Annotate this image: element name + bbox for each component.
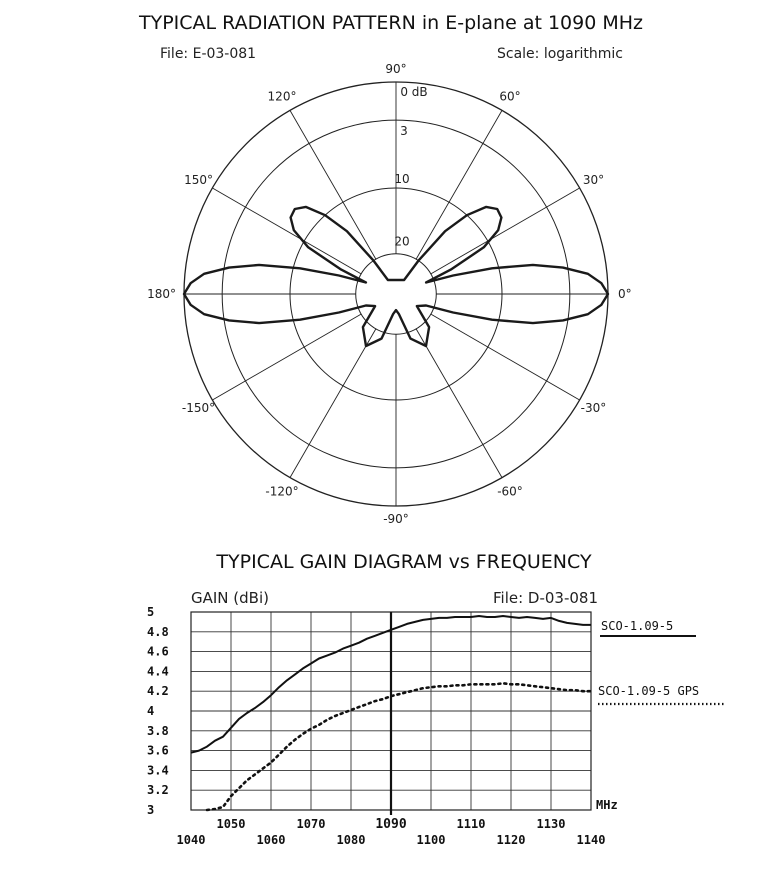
gain-ytick-label: 3.6 xyxy=(147,743,169,758)
series-line-sco-1-09-5-gps xyxy=(207,683,591,810)
polar-spoke xyxy=(416,110,502,259)
polar-ring-label: 20 xyxy=(394,234,410,249)
polar-title: TYPICAL RADIATION PATTERN in E-plane at 1090 MHz xyxy=(138,12,644,34)
polar-grid xyxy=(181,82,608,506)
polar-spoke xyxy=(290,329,376,478)
polar-ring xyxy=(356,254,437,335)
gain-xtick-label: 1110 xyxy=(456,817,486,831)
gain-xtick-label: 1120 xyxy=(496,833,526,847)
gain-marker-label: 1090 xyxy=(375,817,407,832)
legend-label-sco-1-09-5: SCO-1.09-5 xyxy=(601,619,674,633)
gain-xtick-label: 1100 xyxy=(416,833,446,847)
polar-angle-label: 90° xyxy=(385,62,407,76)
polar-angle-label: -30° xyxy=(580,401,607,415)
legend-label-sco-1-09-5-gps: SCO-1.09-5 GPS xyxy=(598,684,700,698)
gain-xtick-label: 1050 xyxy=(216,817,246,831)
gain-ytick-label: 4.4 xyxy=(147,664,169,679)
polar-angle-label: -60° xyxy=(497,484,523,499)
gain-xtick-label: 1080 xyxy=(336,833,366,847)
gain-ytick-label: 3 xyxy=(147,803,155,817)
polar-scale-label: Scale: logarithmic xyxy=(497,46,623,62)
polar-angle-label: 60° xyxy=(499,89,521,104)
gain-xtick-label: 1070 xyxy=(296,817,326,831)
polar-ring-label: 3 xyxy=(400,124,408,139)
polar-spoke xyxy=(212,188,361,274)
gain-ytick-label: 4.6 xyxy=(147,644,169,659)
polar-angle-label: 150° xyxy=(184,173,213,187)
gain-xtick-label: 1040 xyxy=(176,833,206,847)
gain-x-unit: MHz xyxy=(596,798,618,812)
gain-xtick-label: 1140 xyxy=(576,833,606,847)
gain-grid xyxy=(191,612,591,815)
gain-ytick-label: 4.8 xyxy=(147,624,169,639)
polar-angle-label: 180° xyxy=(147,287,176,301)
gain-ytick-label: 4.2 xyxy=(147,684,169,699)
gain-tick-labels xyxy=(147,605,605,847)
gain-xtick-label: 1060 xyxy=(256,833,286,847)
polar-angle-label: 30° xyxy=(582,173,605,187)
polar-ring-labels xyxy=(394,85,427,249)
polar-angle-label: -90° xyxy=(383,512,409,526)
polar-angle-label: 0° xyxy=(618,287,632,301)
polar-spoke xyxy=(431,188,580,274)
polar-ring-label: 0 dB xyxy=(400,85,428,99)
polar-spoke xyxy=(431,314,580,400)
gain-ytick-label: 3.8 xyxy=(147,723,169,738)
polar-spoke xyxy=(212,314,361,400)
gain-ytick-label: 3.4 xyxy=(147,763,169,778)
gain-ytick-label: 4 xyxy=(147,704,155,718)
gain-ytick-label: 3.2 xyxy=(147,783,169,798)
polar-ring-label: 10 xyxy=(394,172,410,186)
gain-xtick-label: 1130 xyxy=(536,817,566,831)
gain-title: TYPICAL GAIN DIAGRAM vs FREQUENCY xyxy=(216,551,592,573)
gain-file-label: File: D-03-081 xyxy=(493,589,599,607)
polar-angle-label: -120° xyxy=(265,484,299,499)
polar-angle-label: -150° xyxy=(181,401,216,415)
polar-spoke xyxy=(290,110,376,259)
polar-file-label: File: E-03-081 xyxy=(160,46,257,62)
polar-angle-label: 120° xyxy=(267,89,297,104)
gain-legend xyxy=(598,619,724,704)
polar-spoke xyxy=(416,329,502,478)
gain-ytick-label: 5 xyxy=(147,605,155,619)
gain-ylabel: GAIN (dBi) xyxy=(191,589,269,607)
